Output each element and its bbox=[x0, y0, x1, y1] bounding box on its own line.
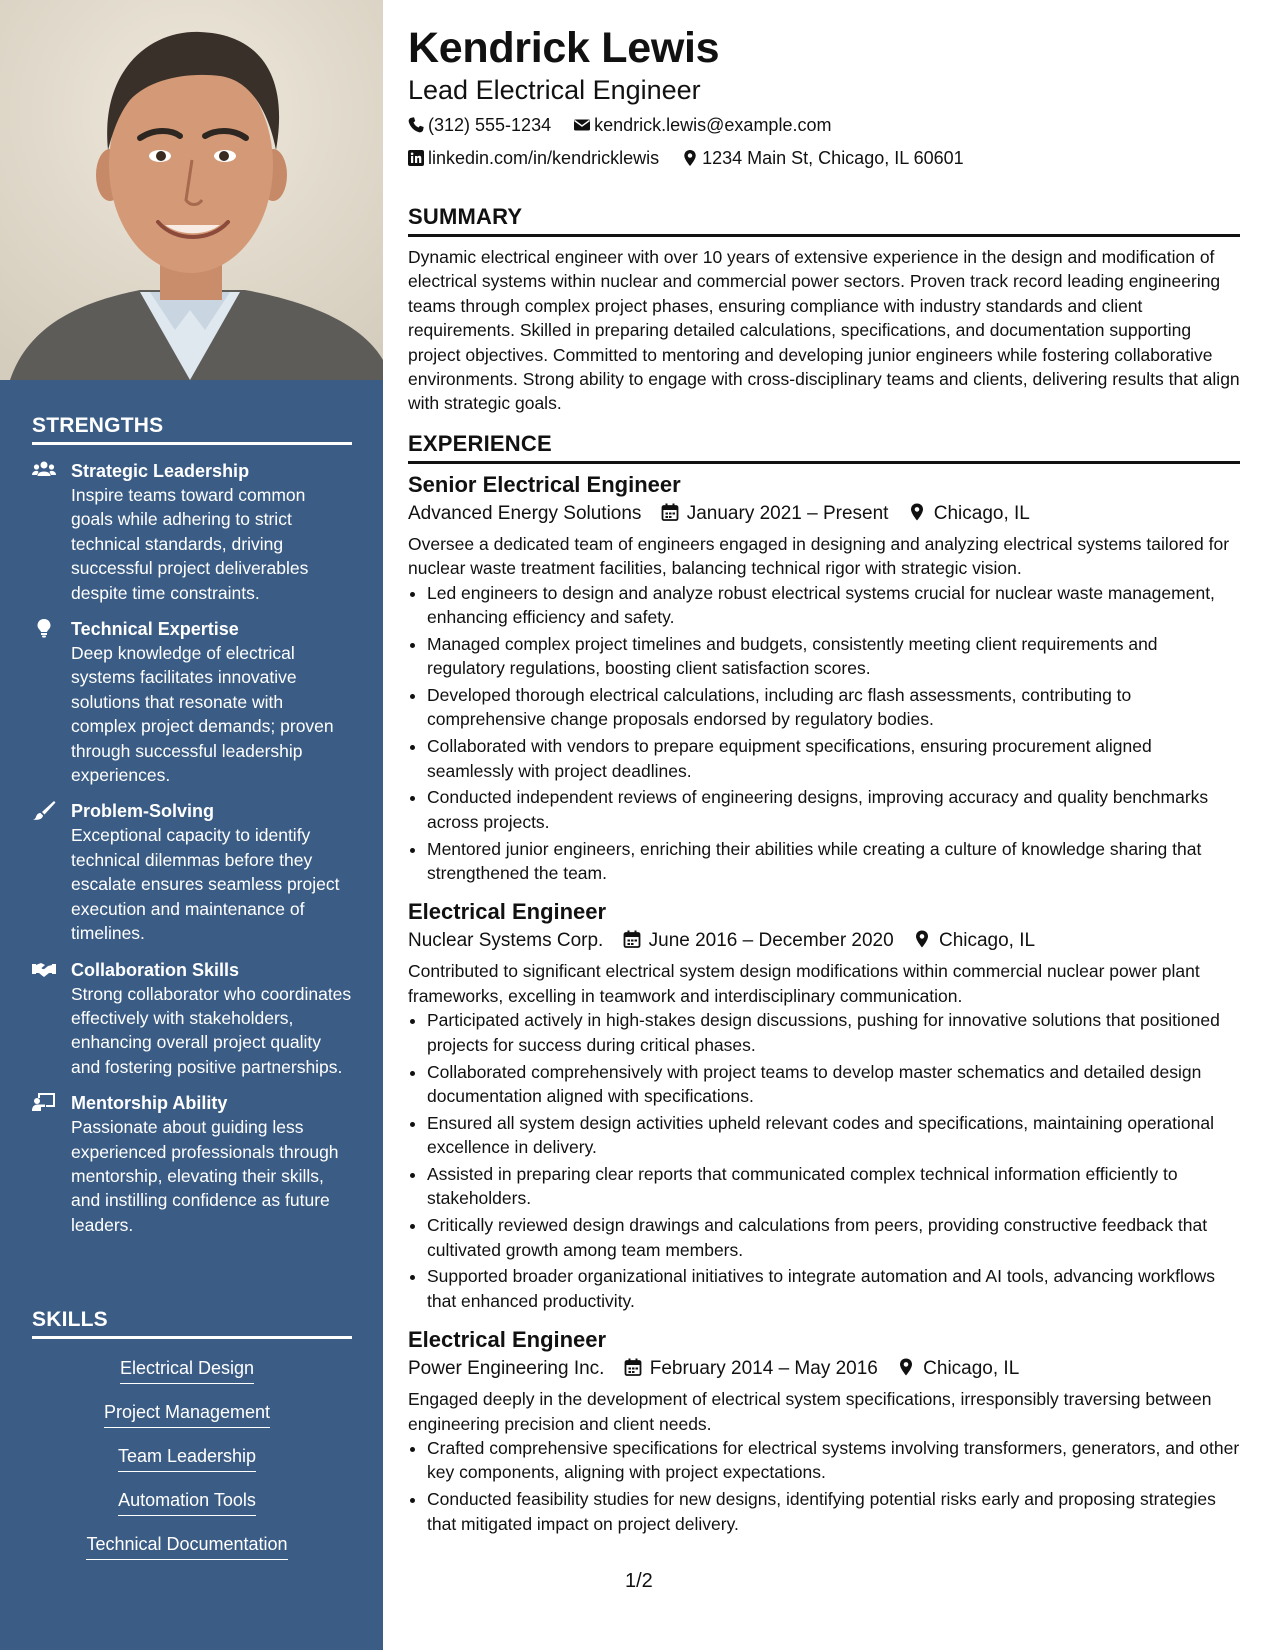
phone-text: (312) 555-1234 bbox=[428, 115, 552, 135]
calendar-icon bbox=[624, 1358, 642, 1376]
job-bullet: • Mentored junior engineers, enriching their abilities while creating a culture of knowledge sharing that strengthened the team. bbox=[427, 837, 1240, 886]
profile-photo bbox=[0, 0, 383, 380]
job-bullet: • Assisted in preparing clear reports that communicated complex technical information efficiently to stakeholders. bbox=[427, 1162, 1240, 1211]
job-bullet: • Managed complex project timelines and budgets, consistently meeting client requirements and regulatory regulations, boosting client satisfaction scores. bbox=[427, 632, 1240, 681]
job-description: Contributed to significant electrical system design modifications within commercial nuclear power plant frameworks, excelling in teamwork and interdisciplinary communication. bbox=[408, 961, 1200, 1006]
skills-section bbox=[32, 1308, 352, 1569]
job-description: Engaged deeply in the development of electrical system specifications, irresponsibly traversing between engineering precision and client needs. bbox=[408, 1389, 1212, 1434]
experience-title: EXPERIENCE bbox=[408, 431, 1240, 464]
job-bullet: • Collaborated comprehensively with project teams to develop master schematics and detailed design documentation aligned with specifications. bbox=[427, 1060, 1240, 1109]
strength-title: Collaboration Skills bbox=[71, 959, 240, 980]
strengths-title: STRENGTHS bbox=[32, 414, 352, 445]
address-item bbox=[682, 145, 964, 171]
paintbrush-icon bbox=[32, 800, 56, 820]
handshake-icon bbox=[32, 959, 56, 979]
skill-tag: Team Leadership bbox=[118, 1444, 256, 1472]
job-entry bbox=[408, 1325, 1240, 1536]
skill-tag: Electrical Design bbox=[120, 1356, 254, 1384]
job-meta bbox=[408, 1355, 1240, 1383]
users-icon bbox=[32, 460, 56, 480]
job-meta bbox=[408, 927, 1240, 955]
job-company: Power Engineering Inc. bbox=[408, 1358, 605, 1380]
linkedin-icon bbox=[408, 150, 424, 166]
job-bullet: • Conducted feasibility studies for new designs, identifying potential risks early and proposing strategies that mitigated impact on project delivery. bbox=[427, 1487, 1240, 1536]
job-bullets bbox=[408, 1436, 1240, 1536]
strength-title: Problem-Solving bbox=[71, 801, 215, 822]
linkedin-item bbox=[408, 145, 659, 171]
strength-item bbox=[32, 799, 352, 945]
job-title: Senior Electrical Engineer bbox=[408, 471, 681, 497]
strength-title: Mentorship Ability bbox=[71, 1093, 228, 1114]
sidebar bbox=[0, 0, 383, 1650]
job-bullet: • Ensured all system design activities upheld relevant codes and specifications, maintaining operational excellence in delivery. bbox=[427, 1111, 1240, 1160]
address-text: 1234 Main St, Chicago, IL 60601 bbox=[702, 148, 964, 168]
lightbulb-icon bbox=[32, 618, 56, 638]
page-number: 1/2 bbox=[625, 1570, 653, 1592]
map-marker-icon bbox=[682, 150, 698, 166]
strength-item bbox=[32, 459, 352, 605]
job-dates: January 2021 – Present bbox=[686, 502, 889, 524]
job-bullets bbox=[408, 581, 1240, 886]
skill-tag: Project Management bbox=[104, 1400, 270, 1428]
job-dates: February 2014 – May 2016 bbox=[649, 1358, 878, 1380]
skill-tag: Technical Documentation bbox=[86, 1532, 287, 1560]
strengths-section bbox=[32, 414, 352, 1237]
map-marker-icon bbox=[897, 1358, 915, 1376]
job-bullet: • Conducted independent reviews of engineering designs, improving accuracy and quality benchmarks across projects. bbox=[427, 785, 1240, 834]
job-location: Chicago, IL bbox=[933, 502, 1030, 524]
job-bullet: • Participated actively in high-stakes design discussions, pushing for innovative solutions that positioned projects for success during critical phases. bbox=[427, 1008, 1240, 1057]
job-company: Nuclear Systems Corp. bbox=[408, 930, 604, 952]
phone-item bbox=[408, 112, 551, 138]
map-marker-icon bbox=[908, 503, 926, 521]
strength-desc: Passionate about guiding less experienced professionals through mentorship, elevating their skills, and instilling confidence as future leaders. bbox=[71, 1117, 339, 1235]
email-item bbox=[574, 112, 831, 138]
summary-text: Dynamic electrical engineer with over 10 years of extensive experience in the design and modification of electrical systems within nuclear and commercial power sectors. Proven track record leading engineering teams through complex project phases, ensuring compliance with industry standards and client requirements. Skilled in preparing detailed calculations, specifications, and documentation supporting project objectives. Committed to mentoring and developing junior engineers while fostering collaborative environments. Strong ability to engage with cross-disciplinary teams and clients, delivering results that align with strategic goals. bbox=[408, 247, 1240, 414]
job-bullet: • Crafted comprehensive specifications for electrical systems involving transformers, generators, and other key components, aligning with project expectations. bbox=[427, 1436, 1240, 1485]
linkedin-text: linkedin.com/in/kendricklewis bbox=[428, 148, 660, 168]
summary-title: SUMMARY bbox=[408, 204, 1240, 237]
job-bullet: • Supported broader organizational initiatives to integrate automation and AI tools, advancing workflows that enhanced productivity. bbox=[427, 1264, 1240, 1313]
job-meta bbox=[408, 500, 1240, 528]
candidate-name: Kendrick Lewis bbox=[408, 24, 720, 72]
job-bullet: • Developed thorough electrical calculations, including arc flash assessments, contributing to comprehensive change proposals endorsed by regulatory bodies. bbox=[427, 683, 1240, 732]
strength-desc: Strong collaborator who coordinates effectively with stakeholders, enhancing overall project quality and fostering positive partnerships. bbox=[71, 983, 352, 1077]
map-marker-icon bbox=[913, 930, 931, 948]
strength-item bbox=[32, 958, 352, 1080]
skills-title: SKILLS bbox=[32, 1308, 352, 1339]
strength-title: Technical Expertise bbox=[71, 619, 239, 640]
strength-desc: Deep knowledge of electrical systems facilitates innovative solutions that resonate with complex project demands; proven through successful leadership experiences. bbox=[71, 643, 334, 786]
main-content bbox=[408, 22, 1240, 1538]
strength-item bbox=[32, 617, 352, 787]
chalkboard-teacher-icon bbox=[32, 1092, 56, 1112]
experience-section bbox=[408, 431, 1240, 1536]
contact-info bbox=[408, 112, 1240, 178]
job-location: Chicago, IL bbox=[938, 930, 1036, 952]
strength-desc: Exceptional capacity to identify technical dilemmas before they escalate ensures seamless project execution and maintenance of timelines. bbox=[71, 825, 340, 944]
job-bullet: • Led engineers to design and analyze robust electrical systems crucial for nuclear waste management, enhancing efficiency and safety. bbox=[427, 581, 1240, 630]
summary-section bbox=[408, 204, 1240, 416]
job-company: Advanced Energy Solutions bbox=[408, 502, 642, 524]
job-title: Electrical Engineer bbox=[408, 1327, 607, 1353]
candidate-role: Lead Electrical Engineer bbox=[408, 75, 701, 105]
job-title: Electrical Engineer bbox=[408, 899, 607, 925]
job-dates: June 2016 – December 2020 bbox=[648, 930, 894, 952]
job-description: Oversee a dedicated team of engineers engaged in designing and analyzing electrical systems tailored for nuclear waste treatment facilities, balancing technical rigor with strategic vision. bbox=[408, 533, 1230, 579]
job-entry bbox=[408, 897, 1240, 1313]
strength-item bbox=[32, 1091, 352, 1237]
job-bullet: • Critically reviewed design drawings and calculations from peers, providing constructive feedback that cultivated growth among team members. bbox=[427, 1213, 1240, 1262]
email-text: kendrick.lewis@example.com bbox=[594, 115, 832, 135]
job-entry bbox=[408, 470, 1240, 886]
strength-desc: Inspire teams toward common goals while adhering to strict technical standards, driving successful project deliverables despite time constraints. bbox=[71, 485, 309, 603]
phone-icon bbox=[408, 117, 424, 133]
calendar-icon bbox=[661, 503, 679, 521]
envelope-icon bbox=[574, 117, 590, 133]
job-bullet: • Collaborated with vendors to prepare equipment specifications, ensuring procurement aligned seamlessly with project deadlines. bbox=[427, 734, 1240, 783]
calendar-icon bbox=[623, 930, 641, 948]
profile-photo-illustration bbox=[0, 0, 383, 380]
strength-title: Strategic Leadership bbox=[71, 461, 250, 481]
skills-list bbox=[32, 1349, 352, 1569]
skill-tag: Automation Tools bbox=[118, 1488, 256, 1516]
job-location: Chicago, IL bbox=[923, 1358, 1020, 1380]
job-bullets bbox=[408, 1008, 1240, 1313]
